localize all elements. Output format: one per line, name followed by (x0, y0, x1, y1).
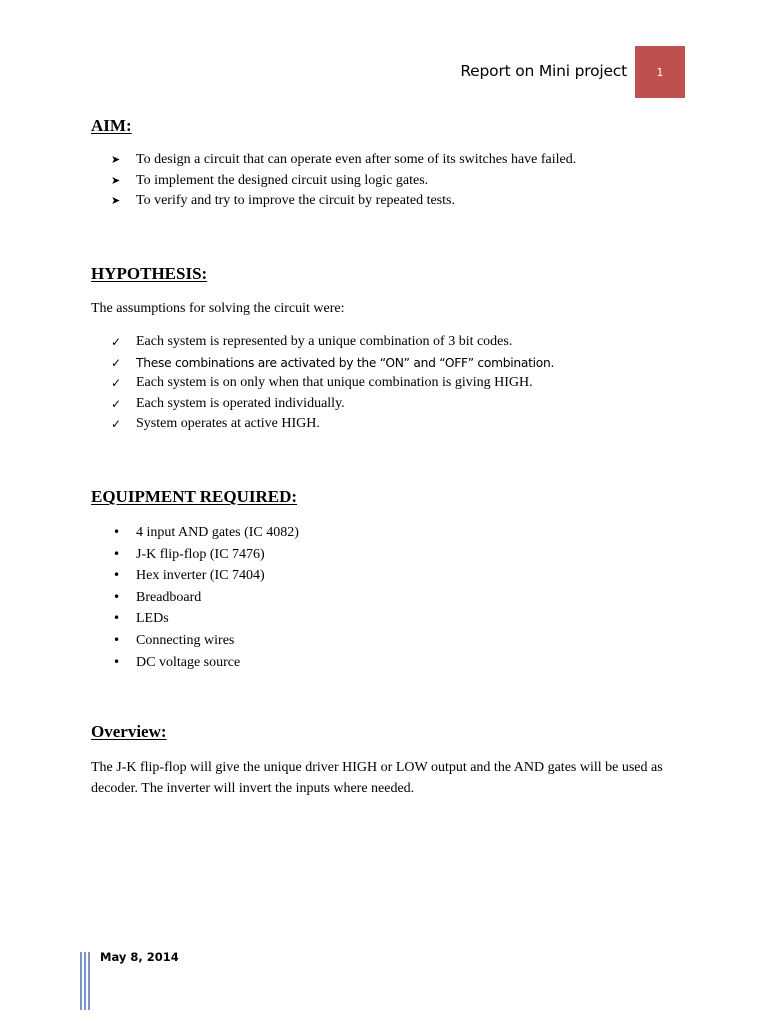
overview-heading: Overview: (91, 722, 167, 741)
page-number: 1 (656, 65, 664, 79)
list-item: ➤ To implement the designed circuit using logic gates. (111, 171, 576, 192)
bullet-dot-icon: • (113, 546, 121, 561)
checkmark-icon: ✓ (111, 376, 122, 390)
list-item: • LEDs (111, 608, 299, 630)
bullet-dot-icon: • (113, 589, 121, 604)
arrow-bullet-icon: ➤ (111, 173, 121, 187)
list-item: • Breadboard (111, 587, 299, 609)
list-item: ➤ To design a circuit that can operate even after some of its switches have failed. (111, 150, 576, 171)
arrow-bullet-icon: ➤ (111, 153, 121, 166)
list-item: • J-K flip-flop (IC 7476) (111, 544, 299, 566)
checkmark-icon: ✓ (111, 355, 122, 370)
list-item: • Connecting wires (111, 630, 299, 652)
equipment-list (111, 522, 299, 673)
hypothesis-heading: HYPOTHESIS: (91, 264, 208, 283)
equipment-heading: EQUIPMENT REQUIRED: (91, 487, 298, 506)
page-number-badge (635, 46, 685, 98)
checkmark-icon: ✓ (111, 396, 122, 411)
list-item: ✓ Each system is operated individually. (111, 394, 554, 415)
aim-list (111, 150, 576, 212)
bullet-dot-icon: • (113, 525, 121, 539)
list-item: • DC voltage source (111, 652, 299, 674)
list-item: ✓ Each system is represented by a unique combination of 3 bit codes. (111, 332, 554, 353)
list-item: ✓ These combinations are activated by the “ON” and “OFF” combination. (111, 353, 554, 374)
list-item: • Hex inverter (IC 7404) (111, 565, 299, 587)
list-item: ✓ System operates at active HIGH. (111, 414, 554, 435)
checkmark-icon: ✓ (111, 335, 122, 349)
footer-date: May 8, 2014 (100, 950, 179, 964)
checkmark-icon: ✓ (111, 417, 122, 431)
list-item: ✓ Each system is on only when that unique combination is giving HIGH. (111, 373, 554, 394)
list-item: ➤ To verify and try to improve the circuit by repeated tests. (111, 191, 576, 212)
hypothesis-list (111, 332, 554, 435)
bullet-dot-icon: • (113, 632, 121, 647)
overview-text: The J-K flip-flop will give the unique driver HIGH or LOW output and the AND gates will be used as decoder. The inverter will invert the inputs where needed. (91, 760, 663, 796)
bullet-dot-icon: • (113, 654, 121, 669)
bullet-dot-icon: • (113, 611, 121, 626)
bullet-dot-icon: • (113, 568, 121, 583)
arrow-bullet-icon: ➤ (111, 194, 121, 207)
footer-rule-decoration (80, 952, 92, 1010)
hypothesis-intro: The assumptions for solving the circuit were: (91, 301, 345, 316)
list-item: • 4 input AND gates (IC 4082) (111, 522, 299, 544)
running-header-title: Report on Mini project (460, 62, 627, 80)
aim-heading: AIM: (91, 116, 132, 135)
